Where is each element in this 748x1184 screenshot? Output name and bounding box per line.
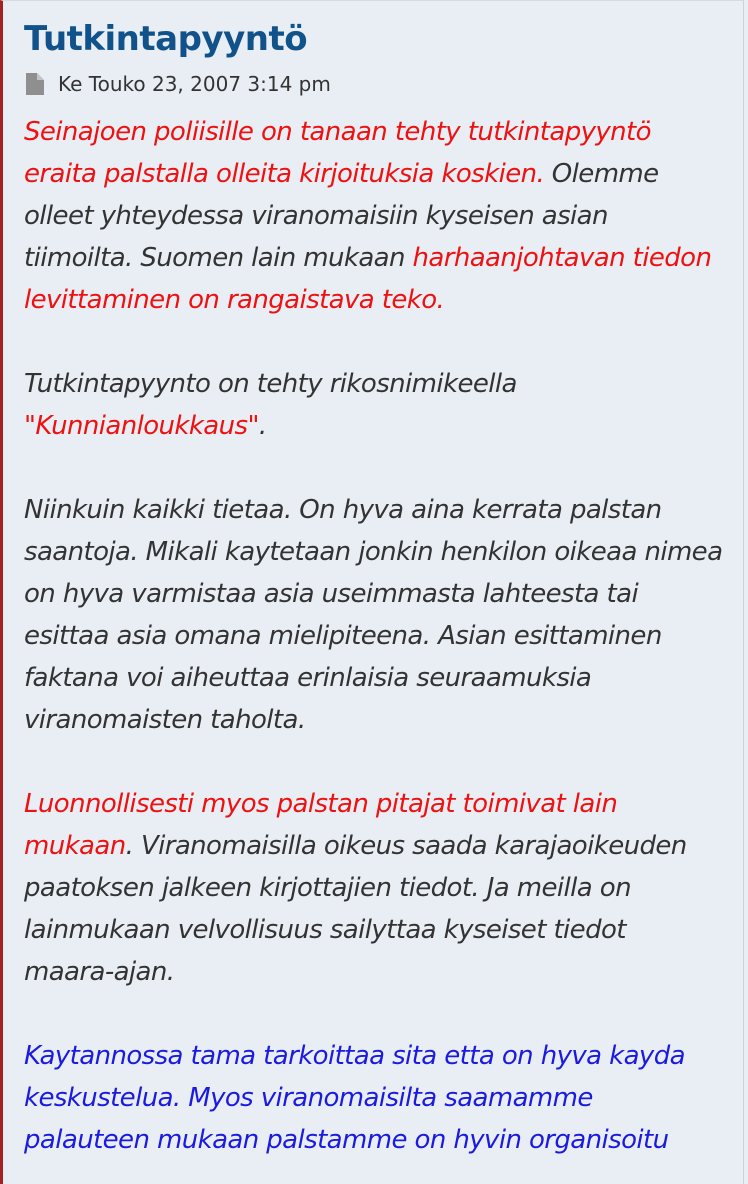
body-text: . [258,411,267,441]
body-text: Niinkuin kaikki tietaa. On hyva aina kerrata palstan saantoja. Mikali kaytetaan jonkin henkilon oikeaa nimea on hyva varmistaa asia useimmasta lahteesta tai esittaa asia omana mielipiteena. Asian esittaminen faktana voi aiheuttaa erinlaisia seuraamuksia viranomaisten taholta. [24,495,723,735]
highlight-red-text: Luonnollisesti myos palstan pitajat toimivat lain mukaan [24,789,618,861]
file-icon[interactable] [26,73,44,95]
highlight-blue-text: Kaytannossa tama tarkoittaa sita etta on hyva kayda keskustelua. Myos viranomaisilta saamamme palauteen mukaan palstamme on hyvin organisoitu [24,1041,685,1155]
paragraph-3 [24,489,723,741]
paragraph-1 [24,111,723,321]
paragraph-5 [24,1035,723,1161]
body-text: Tutkintapyynto on tehty rikosnimikeella [24,369,517,399]
highlight-red-text: "Kunnianloukkaus" [24,411,259,441]
post-meta [24,67,723,101]
post-title[interactable]: Tutkintapyyntö [24,19,308,59]
highlight-red-text: harhaanjohtavan tiedon levittaminen on rangaistava teko. [24,243,712,315]
highlight-red-text: Seinajoen poliisille on tanaan tehty tutkintapyyntö eraita palstalla olleita kirjoituksia koskien. [24,117,651,189]
paragraph-4 [24,783,723,993]
post-body [24,111,723,1161]
body-text: Olemme olleet yhteydessa viranomaisiin kyseisen asian tiimoilta. Suomen lain mukaan [24,159,659,273]
body-text: . Viranomaisilla oikeus saada karajaoikeuden paatoksen jalkeen kirjottajien tiedot. Ja meilla on lainmukaan velvollisuus sailyttaa kyseiset tiedot maara-ajan. [24,831,687,987]
paragraph-2 [24,363,723,447]
post-date: Ke Touko 23, 2007 3:14 pm [58,72,331,96]
